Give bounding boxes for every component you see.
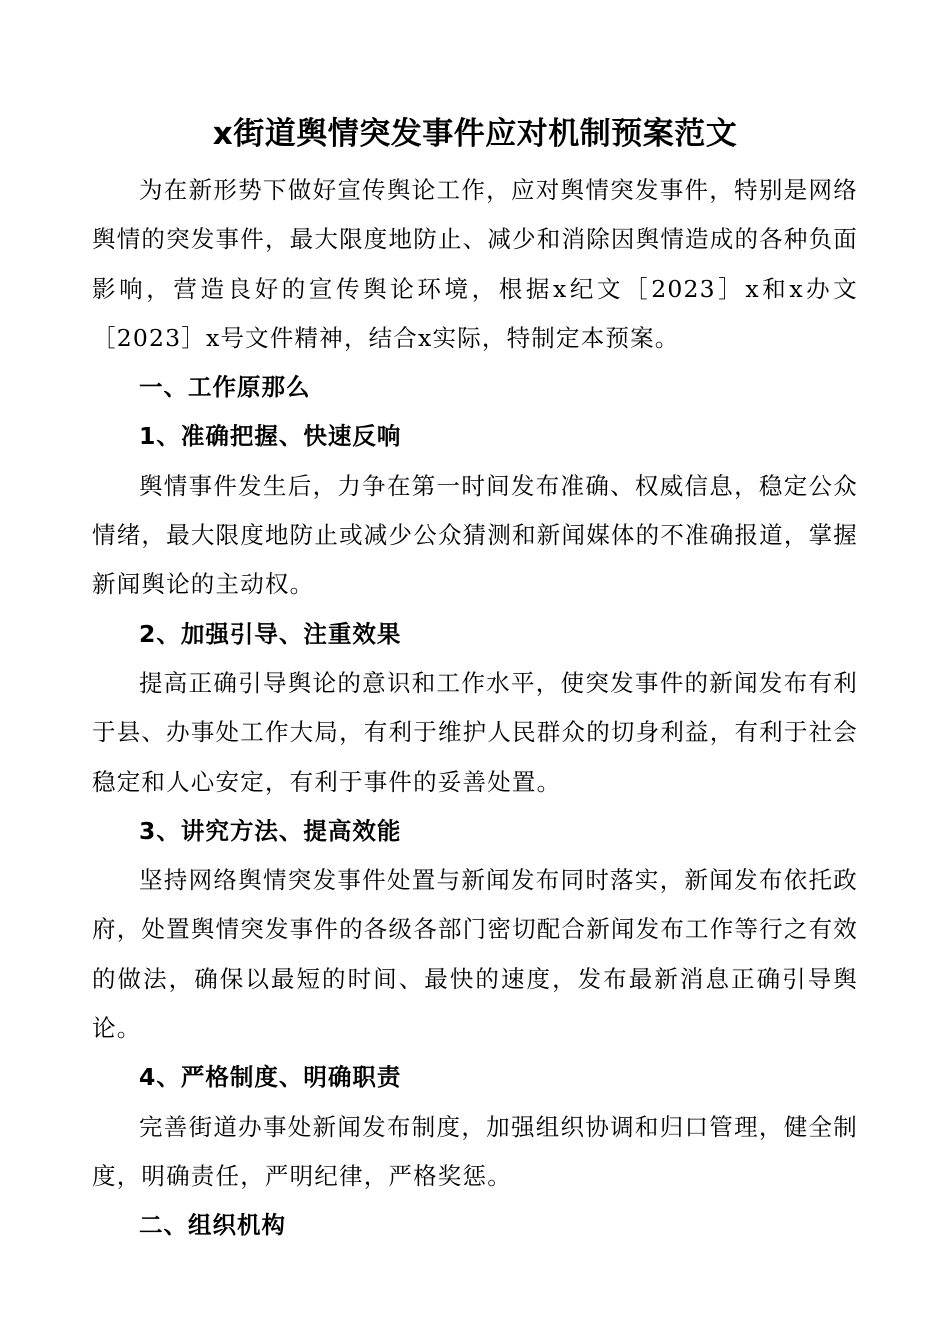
subsection-heading-1: 1、准确把握、快速反响 [139, 422, 402, 451]
subsection-paragraph-4: 完善街道办事处新闻发布制度，加强组织协调和归口管理，健全制度，明确责任，严明纪律，严格奖惩。 [92, 1112, 858, 1190]
subsection-paragraph-1: 舆情事件发生后，力争在第一时间发布准确、权威信息，稳定公众情绪，最大限度地防止或减少公众猜测和新闻媒体的不准确报道，掌握新闻舆论的主动权。 [92, 471, 858, 599]
subsection-heading-3: 3、讲究方法、提高效能 [139, 816, 402, 845]
document-title: x街道舆情突发事件应对机制预案范文 [212, 116, 738, 152]
subsection-heading-2: 2、加强引导、注重效果 [139, 619, 402, 648]
intro-paragraph: 为在新形势下做好宣传舆论工作，应对舆情突发事件，特别是网络舆情的突发事件，最大限度地防止、减少和消除因舆情造成的各种负面影响，营造良好的宣传舆论环境，根据x纪文［2023］x和x办文［2023］x号文件精神，结合x实际，特制定本预案。 [92, 176, 858, 352]
subsection-heading-4: 4、严格制度、明确职责 [139, 1063, 402, 1092]
document-body [92, 166, 858, 1251]
section-heading-organization: 二、组织机构 [139, 1211, 286, 1240]
section-heading-principles: 一、工作原那么 [139, 373, 311, 402]
subsection-paragraph-3: 坚持网络舆情突发事件处置与新闻发布同时落实，新闻发布依托政府，处置舆情突发事件的各级各部门密切配合新闻发布工作等行之有效的做法，确保以最短的时间、最快的速度，发布最新消息正确引导舆论。 [92, 866, 858, 1043]
subsection-paragraph-2: 提高正确引导舆论的意识和工作水平，使突发事件的新闻发布有利于县、办事处工作大局，有利于维护人民群众的切身利益，有利于社会稳定和人心安定，有利于事件的妥善处置。 [92, 668, 858, 796]
